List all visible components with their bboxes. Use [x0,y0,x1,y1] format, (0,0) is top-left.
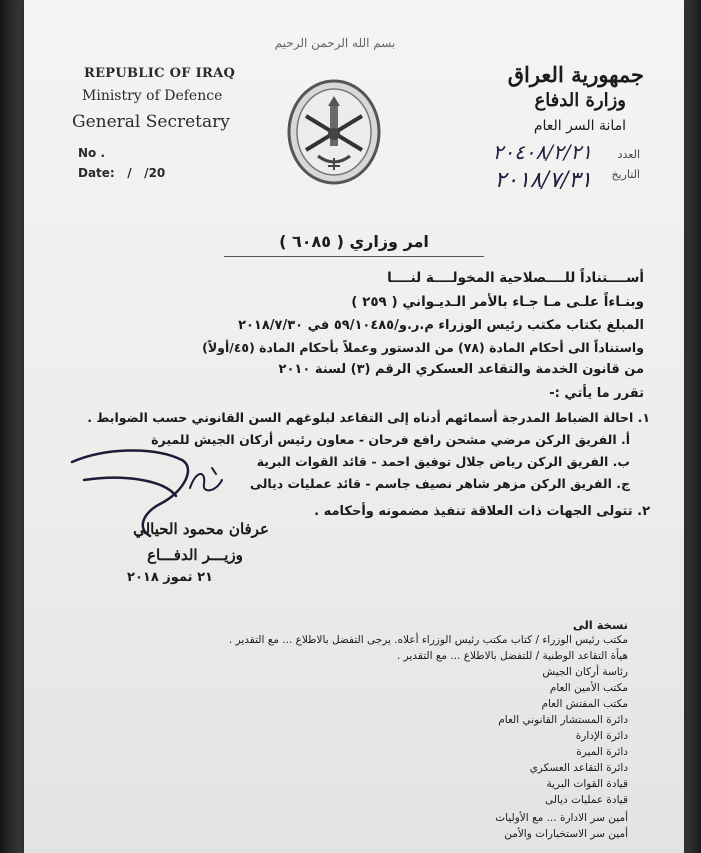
item-1: ١. احالة الضباط المدرجة أسمائهم أدناه إلى التقاعد لبلوغهم السن القانوني حسب الضوابط . [87,410,650,425]
body-line-1: أســــتناداً للــــصلاحية المخولــــة لنــــا [387,270,644,286]
copy-item-3: رئاسة أركان الجيش [542,666,628,678]
copy-item-13: أمين سر الاستخبارات والأمن [504,828,628,840]
item-1-b: ب. الفريق الركن رياض جلال توفيق احمد - قائد القوات البرية [256,454,630,469]
copy-item-4: مكتب الأمين العام [549,682,628,694]
signatory-name: عرفان محمود الحيالي [133,520,269,538]
title-underline [224,256,484,257]
body-line-5: من قانون الخدمة والتقاعد العسكري الرقم (٣) لسنة ٢٠١٠ [278,362,644,377]
copy-item-5: مكتب المفتش العام [541,698,628,710]
copy-item-12: أمين سر الادارة ... مع الأوليات [495,812,628,824]
item-2: ٢. تتولى الجهات ذات العلاقة تنفيذ مضمونه وأحكامه . [314,504,650,519]
copy-item-2: هيأة التقاعد الوطنية / للتفضل بالاطلاع ... مع التقدير . [396,650,628,662]
item-1-a: أ. الفريق الركن مرضي مشحن رافع فرحان - معاون رئيس أركان الجيش للميرة [151,432,630,447]
body-line-2: وبنـاءاً علـى مـا جـاء بالأمر الـديـواني ( ٢٥٩ ) [351,294,644,310]
ar-number-label: العدد [617,148,640,161]
copy-item-6: دائرة المستشار القانوني العام [498,714,628,726]
body-line-4: واستناداً الى أحكام المادة (٧٨) من الدستور وعملاً بأحكام المادة (٤٥/أولاً) [202,340,644,355]
ar-ministry: وزارة الدفاع [534,90,626,111]
initials-signature [182,462,232,502]
copy-item-7: دائرة الإدارة [575,730,628,742]
basmala: بسم الله الرحمن الرحيم [274,36,396,50]
copies-heading: نسخة الى [572,618,628,632]
en-office: General Secretary [72,112,230,132]
ar-office: امانة السر العام [533,118,626,134]
decision-heading: تقرر ما يأتي :- [549,386,644,401]
ar-country: جمهورية العراق [507,62,644,87]
en-number-label: No . [78,146,106,160]
order-title: امر وزاري ( ٦٠٨٥ ) [279,232,429,251]
copy-item-10: قيادة القوات البرية [546,778,628,790]
copy-item-9: دائرة التقاعد العسكري [529,762,628,774]
signatory-title: وزيـــر الدفـــاع [147,546,243,564]
desk-background-left [0,0,22,853]
en-ministry: Ministry of Defence [82,88,223,104]
copy-item-8: دائرة الميرة [576,746,628,758]
document-page [24,0,684,853]
copy-item-11: قيادة عمليات ديالى [544,794,628,806]
body-line-3: المبلغ بكتاب مكتب رئيس الوزراء م.ر.و/٥٩/١٠٤٨٥ في ٢٠١٨/٧/٣٠ [238,318,644,333]
en-date-label: Date: / /20 [78,166,166,180]
signatory-date: ٢١ تموز ٢٠١٨ [127,570,213,585]
handwritten-date: ٢٠١٨/٧/٣١ [494,168,592,193]
en-country: REPUBLIC OF IRAQ [84,66,236,81]
item-1-c: ج. الفريق الركن مزهر شاهر نصيف جاسم - قائد عمليات ديالى [250,476,630,491]
ar-date-label: التاريخ [611,168,640,181]
copy-item-1: مكتب رئيس الوزراء / كتاب مكتب رئيس الوزراء أعلاه. يرجى التفضل بالاطلاع ... مع التقدير . [228,634,628,646]
handwritten-number: ٢٠٤٠٨/٢/٢١ [492,140,592,164]
ministry-emblem-icon [286,78,382,186]
